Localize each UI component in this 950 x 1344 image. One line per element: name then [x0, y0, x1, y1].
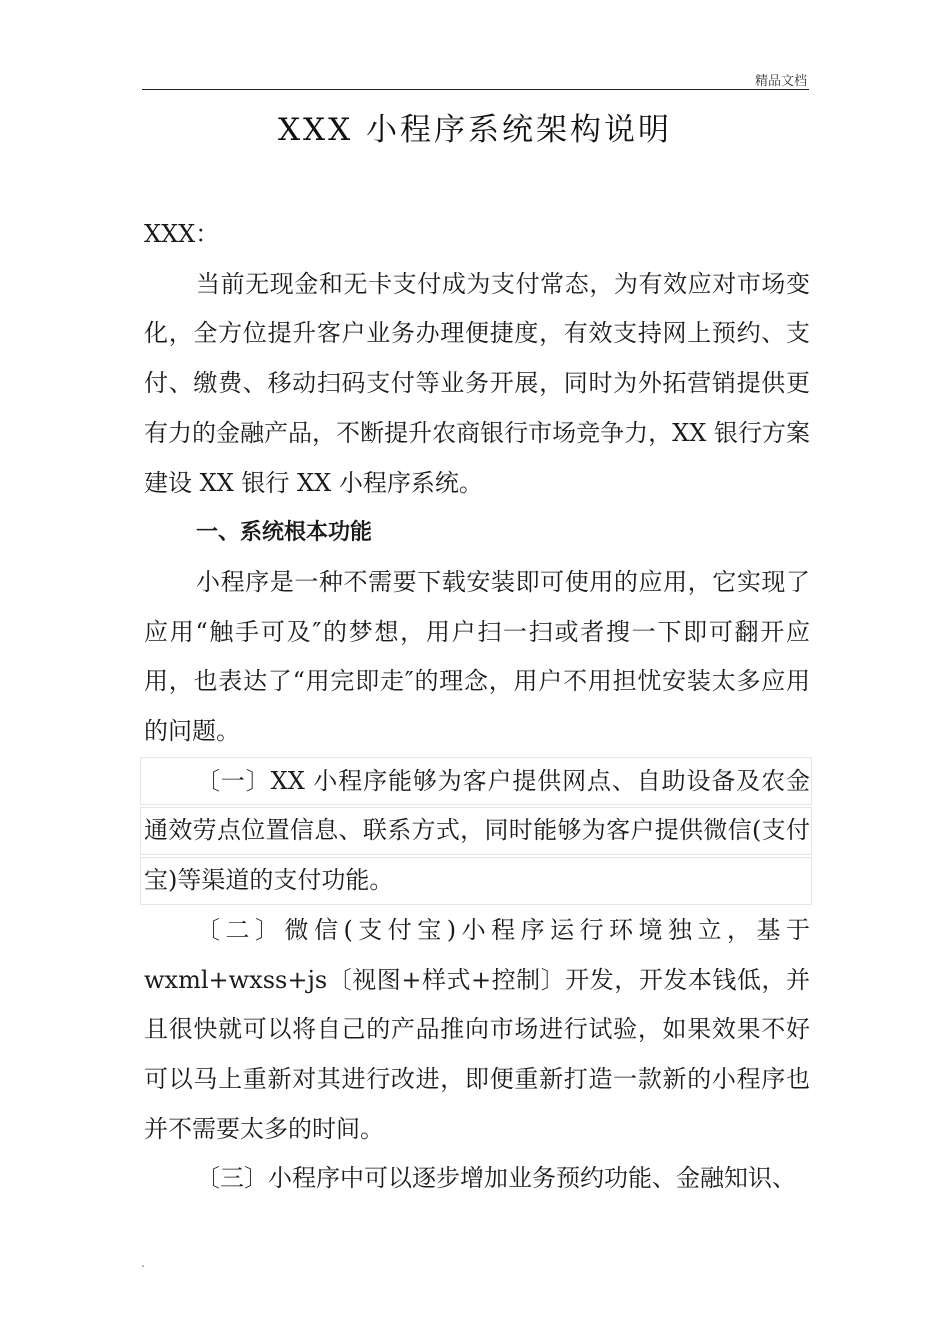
paragraph-item-2: 〔二〕微信(支付宝)小程序运行环境独立，基于 wxml+wxss+js〔视图+样式+控制〕开发，开发本钱低，并且很快就可以将自己的产品推向市场进行试验，如果效果不好可以马上重新对其进行改进，即便重新打造一款新的小程序也并不需要太多的时间。 [144, 915, 810, 1143]
paragraph-intro: 当前无现金和无卡支付成为支付常态，为有效应对市场变化，全方位提升客户业务办理便捷度，有效支持网上预约、支付、缴费、移动扫码支付等业务开展，同时为外拓营销提供更有力的金融产品，不断提升农商银行市场竞争力，XX 银行方案建设 XX 银行 XX 小程序系统。 [144, 269, 810, 497]
salutation: XXX： [144, 220, 220, 248]
paragraph-item-3: 〔三〕小程序中可以逐步增加业务预约功能、金融知识、 [196, 1164, 796, 1193]
document-title: XXX 小程序系统架构说明 [277, 112, 673, 148]
paragraph-item-1: 〔一〕XX 小程序能够为客户提供网点、自助设备及农金通效劳点位置信息、联系方式，同时能够为客户提供微信(支付宝)等渠道的支付功能。 [144, 766, 810, 895]
document-body [144, 210, 810, 1204]
boxed-paragraph [144, 757, 810, 906]
header-label: 精品文档 [754, 74, 807, 89]
section-heading-1: 一、系统根本功能 [196, 520, 373, 546]
paragraph-mini-program: 小程序是一种不需要下载安装即可使用的应用，它实现了应用“触手可及″的梦想，用户扫一扫或者搜一下即可翻开应用，也表达了“用完即走″的理念，用户不用担忧安装太多应用的问题。 [144, 567, 810, 746]
header-rule [142, 89, 809, 90]
footer-mark: . [141, 1256, 145, 1270]
